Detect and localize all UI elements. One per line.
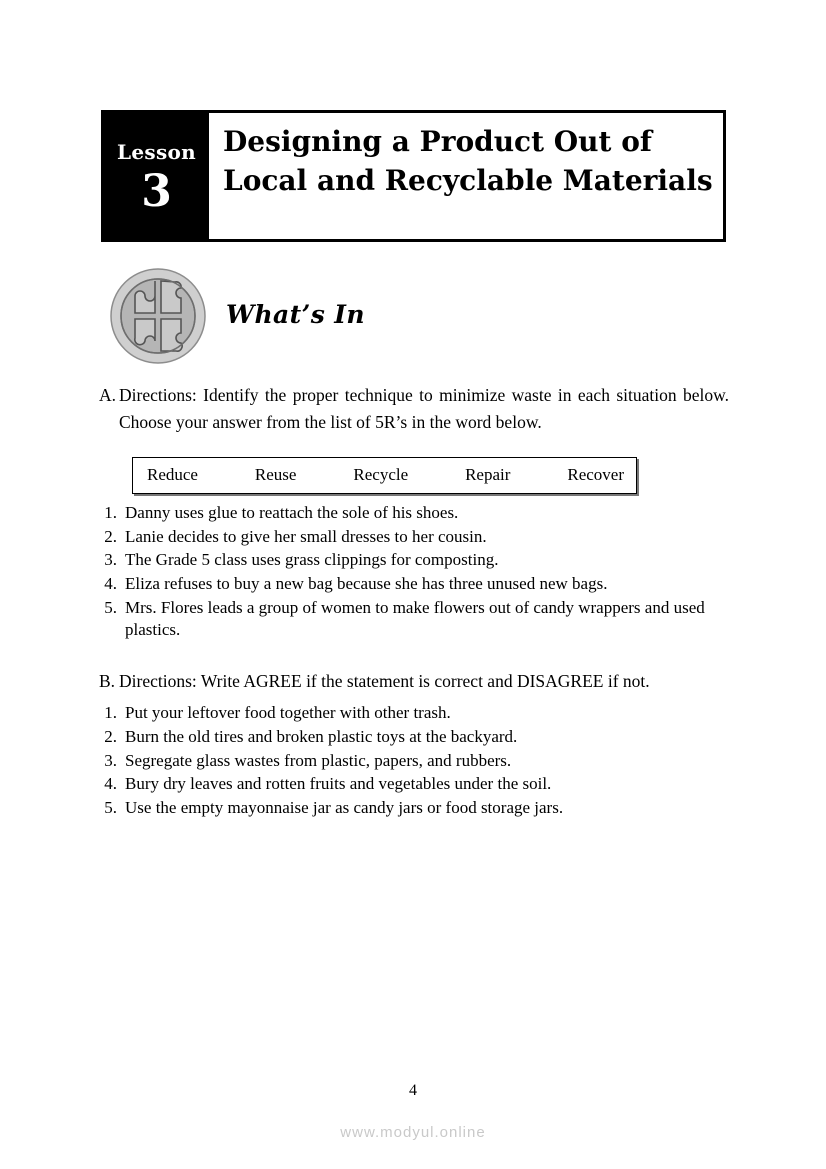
list-item-text: Use the empty mayonnaise jar as candy jars or food storage jars. <box>125 797 564 817</box>
list-item-number: 2. <box>104 727 117 747</box>
part-a-directions-text: Directions: Identify the proper technique to minimize waste in each situation below. Choose your answer from the list of 5R’s in the word below. <box>119 385 729 432</box>
lesson-word: Lesson <box>117 140 196 164</box>
watermark: www.modyul.online <box>340 1124 486 1141</box>
part-a-directions <box>99 382 729 435</box>
lesson-number: 3 <box>141 166 172 217</box>
list-item <box>99 549 729 572</box>
whats-in-label: What’s In <box>226 300 365 329</box>
list-item <box>99 502 729 525</box>
word-box-option-1: Reduce <box>147 465 198 485</box>
whats-in-section <box>110 268 530 364</box>
word-box-option-5: Recover <box>567 465 624 485</box>
word-box-option-3: Recycle <box>353 465 409 485</box>
lesson-title: Designing a Product Out of Local and Recyclable Materials <box>223 125 713 197</box>
list-item-text: The Grade 5 class uses grass clippings for composting. <box>125 550 499 570</box>
list-item-number: 4. <box>104 574 117 594</box>
list-item-number: 3. <box>104 750 117 770</box>
lesson-badge <box>104 113 209 239</box>
list-item-text: Lanie decides to give her small dresses to her cousin. <box>125 526 487 546</box>
part-b-letter: B. <box>99 670 116 691</box>
part-a-item-list <box>99 502 729 642</box>
list-item <box>99 702 729 725</box>
puzzle-icon <box>110 268 206 364</box>
list-item-number: 1. <box>104 703 117 723</box>
part-b-directions <box>99 668 729 695</box>
list-item-number: 3. <box>104 550 117 570</box>
list-item <box>99 726 729 749</box>
list-item-number: 5. <box>104 597 117 617</box>
list-item-number: 2. <box>104 526 117 546</box>
part-b-item-list <box>99 702 729 819</box>
list-item-text: Mrs. Flores leads a group of women to make flowers out of candy wrappers and used plastics. <box>125 597 705 640</box>
list-item <box>99 773 729 796</box>
page-number: 4 <box>409 1082 417 1099</box>
list-item-text: Danny uses glue to reattach the sole of his shoes. <box>125 503 459 523</box>
list-item <box>99 526 729 549</box>
list-item-text: Eliza refuses to buy a new bag because she has three unused new bags. <box>125 574 608 594</box>
worksheet-content <box>99 382 729 820</box>
list-item <box>99 750 729 773</box>
word-box-option-2: Reuse <box>254 465 297 485</box>
list-item-text: Put your leftover food together with other trash. <box>125 703 451 723</box>
part-a-letter: A. <box>99 385 117 405</box>
word-box <box>132 457 637 494</box>
list-item <box>99 573 729 596</box>
list-item-number: 1. <box>104 503 117 523</box>
list-item <box>99 797 729 820</box>
word-box-option-4: Repair <box>465 465 511 485</box>
list-item-number: 5. <box>104 797 117 817</box>
lesson-banner <box>101 110 726 242</box>
list-item-text: Bury dry leaves and rotten fruits and vegetables under the soil. <box>125 774 552 794</box>
list-item-number: 4. <box>104 774 117 794</box>
list-item-text: Segregate glass wastes from plastic, papers, and rubbers. <box>125 750 512 770</box>
part-b-directions-text: Directions: Write AGREE if the statement is correct and DISAGREE if not. <box>119 670 650 691</box>
list-item <box>99 597 729 642</box>
list-item-text: Burn the old tires and broken plastic toys at the backyard. <box>125 727 518 747</box>
